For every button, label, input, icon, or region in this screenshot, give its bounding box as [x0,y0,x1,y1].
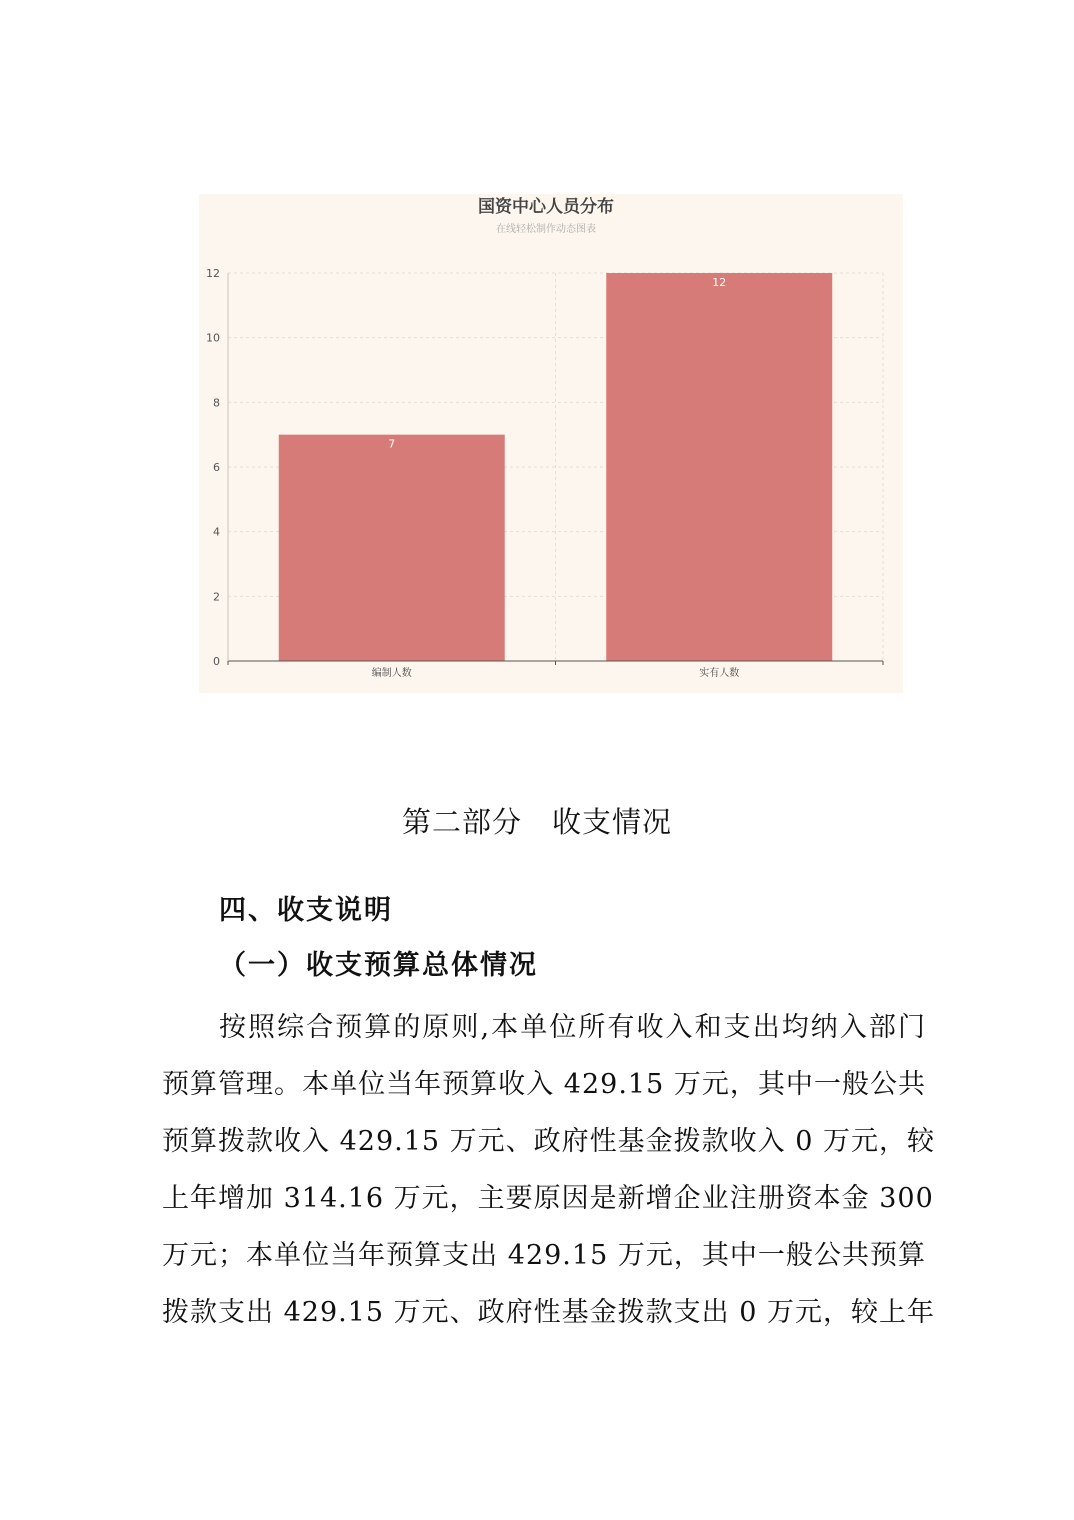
y-tick-label: 10 [206,331,220,345]
paragraph-line: 拨款支出 429.15 万元、政府性基金拨款支出 0 万元，较上年 [162,1297,935,1328]
bar [606,273,832,661]
y-tick-label: 12 [206,267,220,280]
bar-data-label: 7 [388,437,396,451]
y-tick-label: 6 [213,461,220,474]
x-category-label: 实有人数 [699,668,740,679]
heading-budget-overview: （一）收支预算总体情况 [219,950,538,981]
bar [279,435,505,661]
chart-svg [199,194,903,693]
y-tick-label: 0 [213,655,220,668]
y-tick-label: 4 [213,525,220,539]
chart-title: 国资中心人员分布 [478,197,614,217]
section-title: 第二部分 收支情况 [401,805,672,839]
paragraph-line: 万元；本单位当年预算支出 429.15 万元，其中一般公共预算 [162,1240,926,1271]
staff-distribution-chart [199,194,903,693]
paragraph-line: 按照综合预算的原则,本单位所有收入和支出均纳入部门 [219,1012,926,1043]
heading-income-expense-note: 四、收支说明 [219,895,393,926]
x-category-label: 编制人数 [371,668,412,679]
paragraph-line: 上年增加 314.16 万元，主要原因是新增企业注册资本金 300 [162,1183,934,1214]
y-tick-label: 2 [213,590,220,604]
paragraph-line: 预算管理。本单位当年预算收入 429.15 万元，其中一般公共 [162,1069,926,1100]
chart-subtitle: 在线轻松制作动态图表 [496,224,596,235]
bar-data-label: 12 [712,276,727,289]
paragraph-line: 预算拨款收入 429.15 万元、政府性基金拨款收入 0 万元，较 [162,1126,935,1157]
y-tick-label: 8 [213,396,220,410]
